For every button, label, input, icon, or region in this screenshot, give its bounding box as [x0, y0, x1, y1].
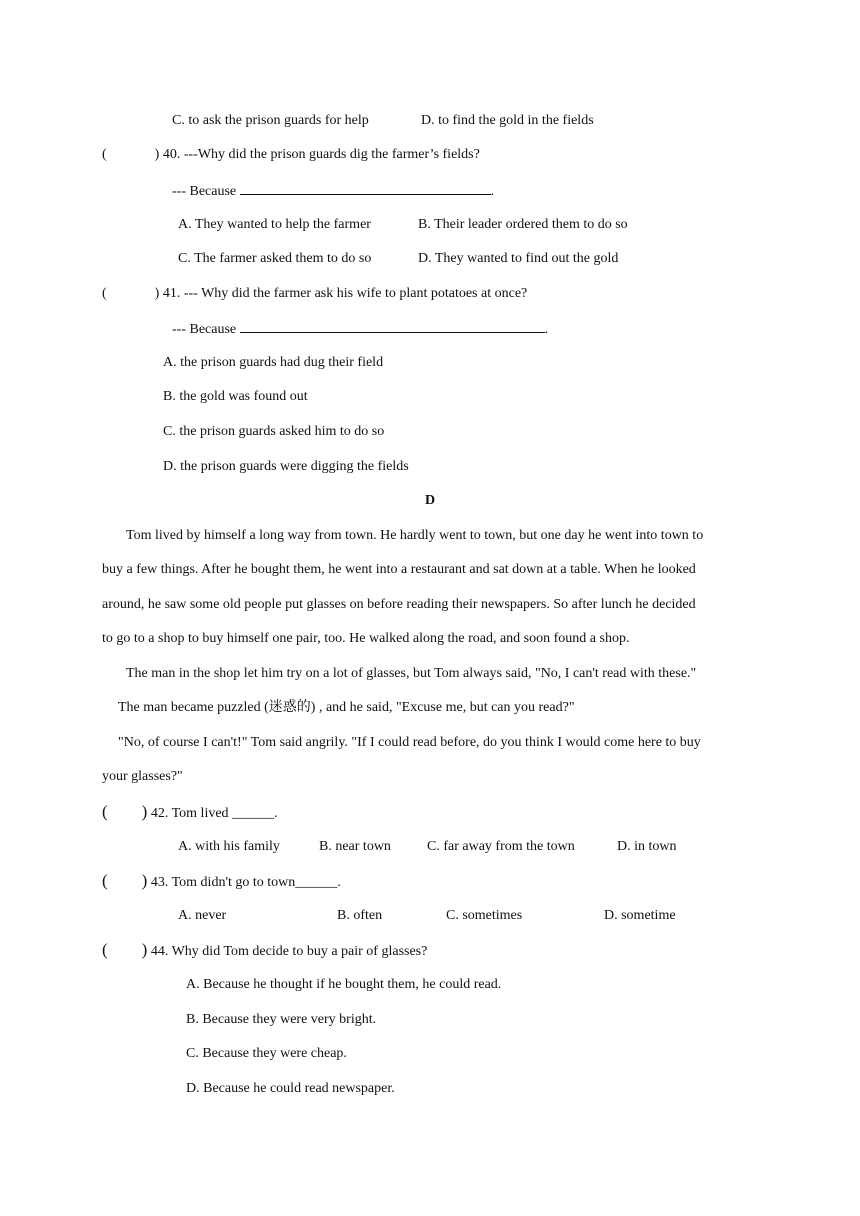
q43-question [102, 872, 341, 892]
q44-option-b: B. Because they were very bright. [186, 1012, 377, 1027]
answer-paren-open: ( [102, 286, 107, 301]
q42-option-b: B. near town [319, 839, 391, 854]
question-stem: 40. ---Why did the prison guards dig the farmer’s fields? [162, 147, 480, 162]
answer-paren-open: ( [102, 802, 108, 821]
answer-paren-close: ) [154, 147, 160, 162]
q41-option-b: B. the gold was found out [163, 389, 308, 404]
q40-option-c: C. The farmer asked them to do so [178, 251, 372, 266]
question-stem: 42. Tom lived ______. [150, 806, 278, 821]
answer-paren-close: ) [141, 940, 148, 959]
q44-option-d: D. Because he could read newspaper. [186, 1081, 395, 1096]
answer-blank[interactable] [240, 181, 491, 195]
answer-prefix: --- Because [172, 184, 237, 199]
answer-paren-close: ) [141, 871, 148, 890]
q43-option-a: A. never [178, 908, 227, 923]
q44-option-a: A. Because he thought if he bought them, he could read. [186, 977, 502, 992]
q39-option-d: D. to find the gold in the fields [421, 113, 594, 128]
answer-prefix: --- Because [172, 322, 237, 337]
answer-paren-open: ( [102, 147, 107, 162]
q41-question [102, 285, 527, 303]
q43-option-b: B. often [337, 908, 383, 923]
q43-option-c: C. sometimes [446, 908, 523, 923]
q41-answer-line [172, 319, 548, 339]
q44-question [102, 941, 427, 961]
question-stem: 43. Tom didn't go to town______. [150, 875, 341, 890]
q43-option-d: D. sometime [604, 908, 676, 923]
section-heading: D [424, 493, 436, 508]
passage-line: your glasses?" [102, 769, 183, 784]
answer-paren-close: ) [154, 286, 160, 301]
passage-line: The man in the shop let him try on a lot of glasses, but Tom always said, "No, I can't read with these." [126, 666, 697, 681]
q42-option-a: A. with his family [178, 839, 280, 854]
q42-option-d: D. in town [617, 839, 677, 854]
q40-answer-line [172, 181, 494, 201]
q41-option-a: A. the prison guards had dug their field [163, 355, 384, 370]
q40-option-b: B. Their leader ordered them to do so [418, 217, 628, 232]
passage-line: buy a few things. After he bought them, he went into a restaurant and sat down at a table. When he looked [102, 562, 696, 577]
q40-option-d: D. They wanted to find out the gold [418, 251, 619, 266]
passage-line: "No, of course I can't!" Tom said angrily. "If I could read before, do you think I would come here to buy [118, 735, 701, 750]
answer-paren-close: ) [141, 802, 148, 821]
q40-option-a: A. They wanted to help the farmer [178, 217, 371, 232]
passage-line: The man became puzzled (迷惑的) , and he said, "Excuse me, but can you read?" [118, 700, 575, 715]
answer-blank[interactable] [240, 319, 545, 333]
q41-option-c: C. the prison guards asked him to do so [163, 424, 385, 439]
passage-line: to go to a shop to buy himself one pair, too. He walked along the road, and soon found a shop. [102, 631, 630, 646]
passage-line: Tom lived by himself a long way from town. He hardly went to town, but one day he went into town to [126, 528, 704, 543]
q42-question [102, 803, 278, 823]
answer-suffix: . [544, 322, 549, 337]
q40-question [102, 146, 480, 164]
passage-line: around, he saw some old people put glasses on before reading their newspapers. So after lunch he decided [102, 597, 696, 612]
question-stem: 44. Why did Tom decide to buy a pair of glasses? [150, 944, 428, 959]
q44-option-c: C. Because they were cheap. [186, 1046, 347, 1061]
q39-option-c: C. to ask the prison guards for help [172, 113, 369, 128]
q41-option-d: D. the prison guards were digging the fields [163, 459, 409, 474]
answer-suffix: . [490, 184, 495, 199]
q42-option-c: C. far away from the town [427, 839, 575, 854]
question-stem: 41. --- Why did the farmer ask his wife to plant potatoes at once? [162, 286, 528, 301]
answer-paren-open: ( [102, 871, 108, 890]
answer-paren-open: ( [102, 940, 108, 959]
